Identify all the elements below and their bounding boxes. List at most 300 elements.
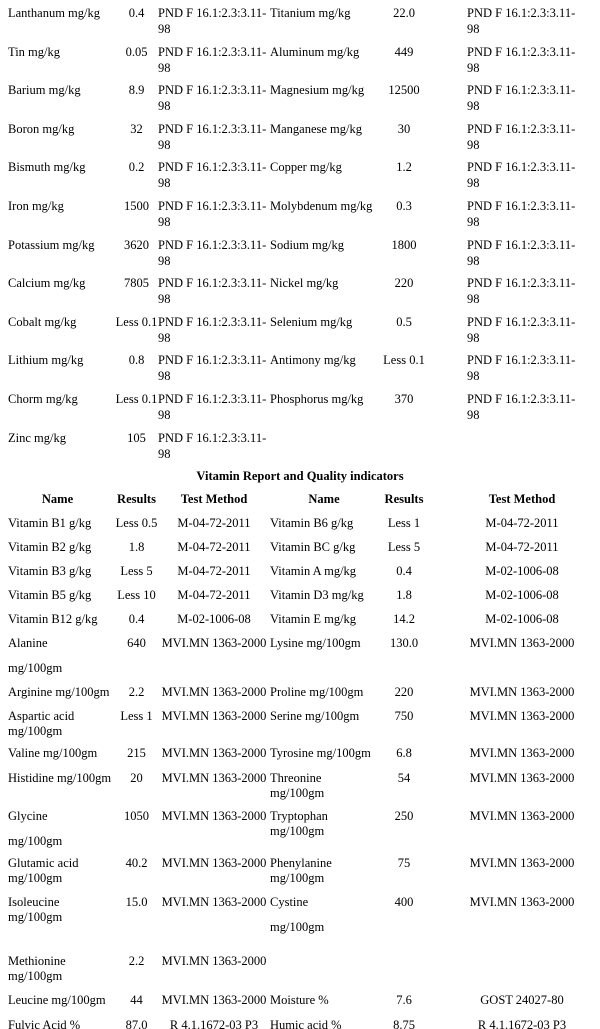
cell-line: 98 [467,369,480,384]
cell-line: PND F 16.1:2.3:3.11- [467,353,576,368]
result-cell [378,538,430,562]
cell-line: 0.5 [396,314,412,329]
cell-line: 54 [397,771,411,786]
name-cell [0,744,115,769]
cell-line: Lanthanum mg/kg [8,6,100,20]
method-cell [158,235,270,274]
cell-line: Histidine mg/100gm [8,771,112,786]
cell-line: Selenium mg/kg [270,314,353,329]
cell-line: 15.0 [125,895,148,910]
cell-line: Glutamic acid [8,856,79,871]
vitamin-row [0,610,600,634]
result-cell [115,119,158,158]
name-cell [0,769,115,807]
cell-line: 370 [394,391,414,406]
cell-line: Iron mg/kg [8,198,64,213]
result-cell [378,42,430,81]
method-cell [158,1016,270,1029]
name-cell [0,893,115,952]
method-cell [430,538,600,562]
name-cell [270,707,378,744]
method-cell [430,952,600,991]
cell-line: Valine mg/100gm [8,746,98,761]
result-cell [378,273,430,312]
cell-line: M-04-72-2011 [485,516,559,531]
result-cell [115,1016,158,1029]
method-cell [430,196,600,235]
method-cell [158,196,270,235]
cell-line: Arginine mg/100gm [8,685,110,700]
name-cell [0,157,115,196]
name-cell [270,196,378,235]
cell-line: Manganese mg/kg [270,121,362,136]
cell-line: 98 [467,292,480,307]
cell-line: GOST 24027-80 [480,993,564,1008]
method-cell [158,428,270,467]
cell-line: 14.2 [393,612,415,627]
cell-line: Vitamin A mg/kg [270,564,357,579]
name-cell [270,157,378,196]
cell-line: PND F 16.1:2.3:3.11- [158,121,267,136]
cell-line: PND F 16.1:2.3:3.11- [467,198,576,213]
cell-line: 98 [158,407,171,422]
cell-line: 0.4 [128,6,145,20]
mineral-row [0,196,600,235]
cell-line: 98 [158,60,171,75]
mineral-row [0,157,600,196]
name-cell [270,769,378,807]
cell-line: Phenylanine [270,856,332,871]
result-cell [378,769,430,807]
result-cell [378,854,430,893]
name-cell [270,991,378,1016]
cell-line: Vitamin D3 mg/kg [270,588,364,603]
cell-line: MVI.MN 1363-2000 [469,746,575,761]
cell-line: 400 [394,895,414,910]
cell-line: 20 [130,771,143,786]
cell-line: Aspartic acid [8,709,75,724]
cell-line: 98 [467,214,480,229]
cell-line: Vitamin B1 g/kg [8,516,92,531]
cell-line: M-02-1006-08 [485,564,559,579]
method-cell [430,80,600,119]
result-cell [115,683,158,707]
cell-line: 98 [467,253,480,268]
mineral-table [0,3,600,466]
name-cell [0,952,115,991]
cell-line: Molybdenum mg/kg [270,198,373,213]
result-cell [115,538,158,562]
cell-line: Phosphorus mg/kg [270,391,364,406]
cell-line: 44 [130,993,143,1008]
cell-line: Titanium mg/kg [270,6,351,20]
name-cell [270,273,378,312]
cell-line: 98 [158,446,171,461]
column-header-results-right: Results [384,492,424,507]
name-cell [270,683,378,707]
cell-line: 98 [158,330,171,345]
method-cell [158,350,270,389]
cell-line: Less 5 [120,564,153,579]
result-cell [378,707,430,744]
amino-acid-row [0,991,600,1016]
cell-line: Vitamin B6 g/kg [270,516,354,531]
amino-acid-row [0,952,600,991]
cell-line: PND F 16.1:2.3:3.11- [158,83,267,98]
method-cell [430,991,600,1016]
method-cell [430,428,600,467]
name-cell [270,610,378,634]
cell-line: Calcium mg/kg [8,276,86,291]
cell-line: 0.05 [125,44,148,59]
cell-line: PND F 16.1:2.3:3.11- [158,430,267,445]
method-cell [430,235,600,274]
cell-line: Less 10 [117,588,156,603]
method-cell [158,312,270,351]
name-cell [270,350,378,389]
cell-line: MVI.MN 1363-2000 [469,856,575,871]
method-cell [430,157,600,196]
method-cell [430,562,600,586]
cell-line: Potassium mg/kg [8,237,95,252]
method-cell [158,273,270,312]
cell-line: PND F 16.1:2.3:3.11- [158,353,267,368]
cell-line: Aluminum mg/kg [270,44,360,59]
method-cell [158,42,270,81]
cell-line: Magnesium mg/kg [270,83,365,98]
cell-line: Fulvic Acid % [8,1018,81,1029]
cell-line: Zinc mg/kg [8,430,66,445]
name-cell [0,683,115,707]
cell-line: 98 [467,60,480,75]
result-cell [378,312,430,351]
name-cell [0,707,115,744]
cell-line: 7.6 [396,993,412,1008]
cell-line: Boron mg/kg [8,121,75,136]
name-cell [270,428,378,467]
column-header-test-method-right: Test Method [488,492,556,507]
cell-line: Tryptophan [270,809,328,824]
name-cell [270,3,378,42]
name-cell [270,389,378,428]
cell-line: PND F 16.1:2.3:3.11- [158,391,267,406]
name-cell [270,893,378,952]
cell-line: 98 [158,369,171,384]
cell-line: mg/100gm [8,969,63,984]
cell-line: mg/100gm [8,661,63,676]
method-cell [430,1016,600,1029]
method-cell [158,538,270,562]
cell-line: 87.0 [125,1018,148,1029]
result-cell [378,991,430,1016]
cell-line: 750 [394,709,414,724]
cell-line: 22.0 [393,6,415,20]
cell-line: PND F 16.1:2.3:3.11- [158,276,267,291]
cell-line: Cystine [270,895,309,910]
result-cell [115,769,158,807]
cell-line: Copper mg/kg [270,160,342,175]
cell-line: M-02-1006-08 [177,612,251,627]
method-cell [158,610,270,634]
cell-line: MVI.MN 1363-2000 [161,771,267,786]
result-cell [115,991,158,1016]
cell-line: PND F 16.1:2.3:3.11- [467,160,576,175]
cell-line: M-02-1006-08 [485,588,559,603]
cell-line: 220 [394,685,414,700]
result-cell [378,235,430,274]
result-cell [115,350,158,389]
name-cell [0,991,115,1016]
cell-line: Less 0.5 [115,516,158,531]
cell-line: M-02-1006-08 [485,612,559,627]
cell-line: R 4.1.1672-03 P3 [169,1018,259,1029]
cell-line: M-04-72-2011 [177,588,251,603]
name-cell [0,119,115,158]
method-cell [430,586,600,610]
cell-line: MVI.MN 1363-2000 [161,895,267,910]
cell-line: MVI.MN 1363-2000 [161,709,267,724]
name-cell [270,586,378,610]
name-cell [0,196,115,235]
name-cell [270,514,378,538]
name-cell [270,744,378,769]
cell-line: Threonine [270,771,322,786]
cell-line: mg/100gm [8,834,63,849]
cell-line: PND F 16.1:2.3:3.11- [467,391,576,406]
method-cell [430,3,600,42]
amino-acid-row [0,707,600,744]
cell-line: 98 [158,176,171,191]
cell-line: MVI.MN 1363-2000 [469,636,575,651]
cell-line: MVI.MN 1363-2000 [469,685,575,700]
cell-line: 1.2 [396,160,412,175]
method-cell [158,683,270,707]
method-cell [430,389,600,428]
result-cell [115,157,158,196]
result-cell [115,3,158,42]
name-cell [0,235,115,274]
result-cell [115,80,158,119]
method-cell [158,634,270,683]
mineral-row [0,428,600,467]
cell-line: Cobalt mg/kg [8,314,77,329]
result-cell [115,235,158,274]
amino-acid-row [0,893,600,952]
cell-line: 98 [467,176,480,191]
result-cell [378,514,430,538]
method-cell [430,634,600,683]
cell-line: Barium mg/kg [8,83,81,98]
mineral-row [0,389,600,428]
amino-acid-row [0,683,600,707]
method-cell [430,119,600,158]
name-cell [0,428,115,467]
cell-line: Vitamin B3 g/kg [8,564,92,579]
method-cell [158,562,270,586]
cell-line: Glycine [8,809,48,824]
name-cell [270,807,378,854]
result-cell [378,562,430,586]
vitamin-row [0,586,600,610]
cell-line: Lithium mg/kg [8,353,84,368]
cell-line: M-04-72-2011 [177,540,251,555]
cell-line: MVI.MN 1363-2000 [161,993,267,1008]
header-row [0,490,600,514]
cell-line: MVI.MN 1363-2000 [469,895,575,910]
result-cell [378,119,430,158]
vitamin-row [0,514,600,538]
cell-line: 449 [394,44,414,59]
cell-line: Vitamin E mg/kg [270,612,357,627]
cell-line: Isoleucine [8,895,60,910]
cell-line: Less 1 [120,709,153,724]
cell-line: 40.2 [125,856,148,871]
cell-line: 0.2 [128,160,145,175]
cell-line: MVI.MN 1363-2000 [469,709,575,724]
cell-line: PND F 16.1:2.3:3.11- [467,44,576,59]
column-header-name-right: Name [308,492,340,507]
method-cell [158,893,270,952]
cell-line: 98 [467,99,480,114]
cell-line: Alanine [8,636,48,651]
section-title: Vitamin Report and Quality indicators [196,469,404,484]
mineral-row [0,273,600,312]
cell-line: MVI.MN 1363-2000 [161,685,267,700]
result-cell [378,80,430,119]
cell-line: 98 [467,22,480,36]
cell-line: PND F 16.1:2.3:3.11- [158,314,267,329]
result-cell [378,610,430,634]
cell-line: M-04-72-2011 [177,564,251,579]
method-cell [430,514,600,538]
cell-line: Lysine mg/100gm [270,636,361,651]
cell-line: 105 [127,430,146,445]
method-cell [430,807,600,854]
name-cell [0,562,115,586]
name-cell [0,389,115,428]
cell-line: Humic acid % [270,1018,342,1029]
cell-line: PND F 16.1:2.3:3.11- [467,121,576,136]
cell-line: Chorm mg/kg [8,391,78,406]
cell-line: 8.75 [393,1018,415,1029]
cell-line: mg/100gm [8,724,63,739]
cell-line: 98 [158,22,171,36]
cell-line: M-04-72-2011 [177,516,251,531]
result-cell [378,1016,430,1029]
result-cell [115,428,158,467]
method-cell [430,707,600,744]
name-cell [270,634,378,683]
cell-line: Less 0.1 [115,314,158,329]
method-cell [158,389,270,428]
method-cell [158,854,270,893]
cell-line: mg/100gm [270,920,325,935]
mineral-row [0,80,600,119]
cell-line: Less 0.1 [383,353,425,368]
cell-line: Sodium mg/kg [270,237,344,252]
cell-line: Leucine mg/100gm [8,993,106,1008]
cell-line: Antimony mg/kg [270,353,356,368]
result-cell [115,634,158,683]
cell-line: MVI.MN 1363-2000 [161,954,267,969]
method-cell [158,119,270,158]
result-cell [115,273,158,312]
cell-line: mg/100gm [270,824,325,839]
cell-line: M-04-72-2011 [485,540,559,555]
column-header-test-method-left: Test Method [180,492,248,507]
name-cell [270,854,378,893]
method-cell [158,744,270,769]
cell-line: Moisture % [270,993,329,1008]
name-cell [270,562,378,586]
amino-acid-row [0,634,600,683]
cell-line: MVI.MN 1363-2000 [469,809,575,824]
cell-line: PND F 16.1:2.3:3.11- [158,237,267,252]
method-cell [158,157,270,196]
result-cell [115,952,158,991]
cell-line: Vitamin BC g/kg [270,540,356,555]
name-cell [0,80,115,119]
amino-acid-row [0,744,600,769]
cell-line: 220 [394,276,414,291]
cell-line: mg/100gm [8,910,63,925]
cell-line: 30 [397,121,411,136]
result-cell [378,389,430,428]
cell-line: PND F 16.1:2.3:3.11- [158,160,267,175]
method-cell [430,610,600,634]
name-cell [270,42,378,81]
result-cell [115,707,158,744]
method-cell [430,350,600,389]
result-cell [378,586,430,610]
cell-line: 12500 [388,83,420,98]
method-cell [430,273,600,312]
method-cell [430,854,600,893]
result-cell [378,744,430,769]
cell-line: 7805 [124,276,149,291]
name-cell [0,610,115,634]
cell-line: 2.2 [128,685,145,700]
cell-line: MVI.MN 1363-2000 [469,771,575,786]
method-cell [158,991,270,1016]
result-cell [115,586,158,610]
cell-line: Serine mg/100gm [270,709,360,724]
method-cell [158,707,270,744]
cell-line: MVI.MN 1363-2000 [161,746,267,761]
result-cell [115,196,158,235]
mineral-row [0,312,600,351]
result-cell [115,807,158,854]
name-cell [270,80,378,119]
mineral-row [0,350,600,389]
cell-line: Vitamin B2 g/kg [8,540,92,555]
name-cell [0,586,115,610]
cell-line: 32 [130,121,143,136]
cell-line: 8.9 [128,83,145,98]
cell-line: 98 [467,330,480,345]
cell-line: MVI.MN 1363-2000 [161,636,267,651]
method-cell [158,586,270,610]
result-cell [115,514,158,538]
cell-line: PND F 16.1:2.3:3.11- [158,44,267,59]
cell-line: 1800 [391,237,417,252]
cell-line: 1.8 [396,588,412,603]
cell-line: 1.8 [128,540,145,555]
cell-line: PND F 16.1:2.3:3.11- [467,83,576,98]
cell-line: 640 [127,636,146,651]
vitamin-quality-table [0,490,600,1029]
cell-line: Less 5 [387,540,421,555]
